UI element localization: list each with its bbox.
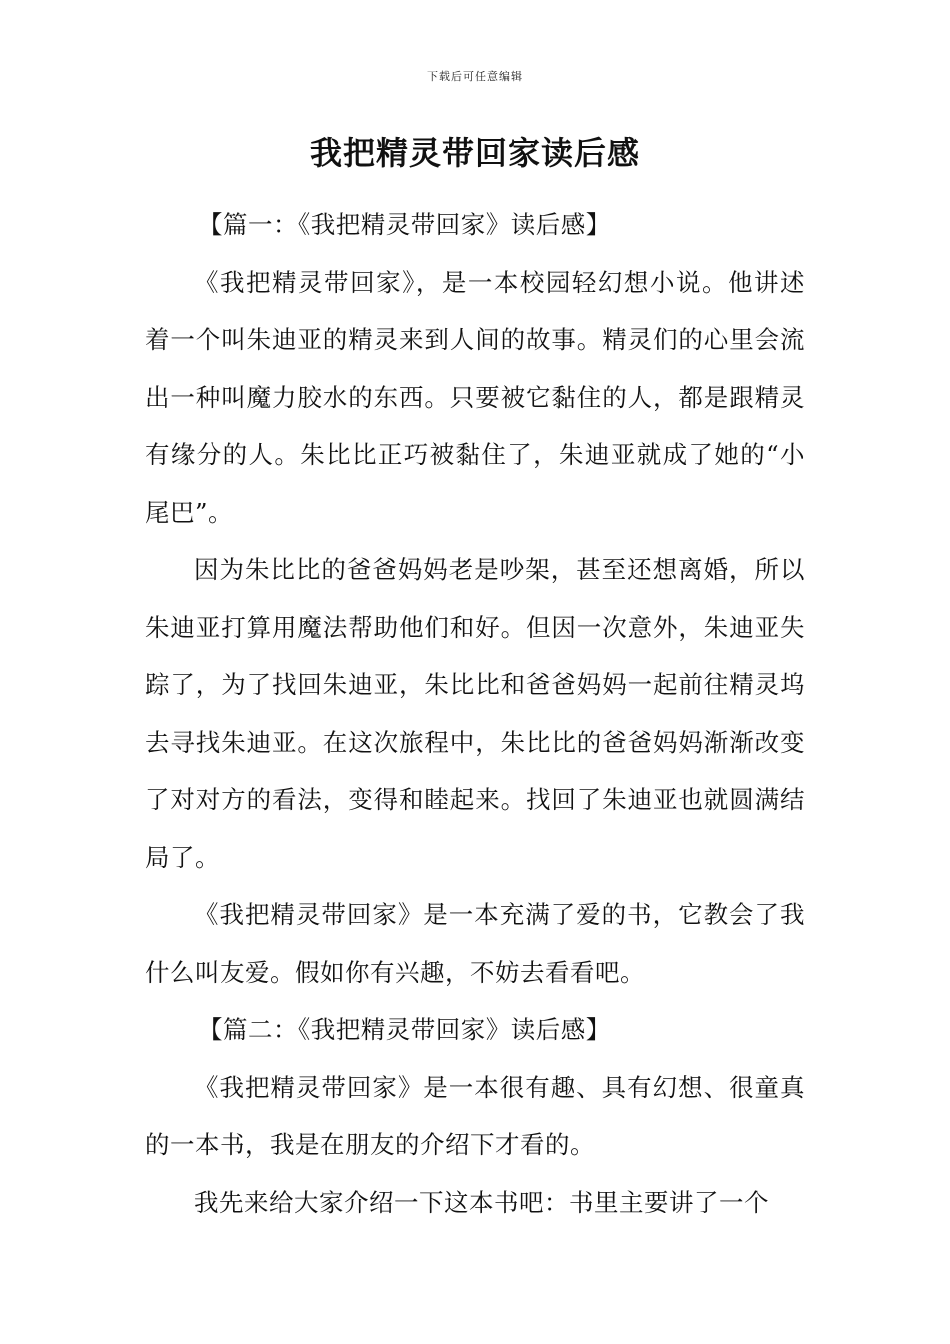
header-note: 下载后可任意编辑 xyxy=(427,70,523,83)
paragraph-5: 我先来给大家介绍一下这本书吧：书里主要讲了一个 xyxy=(194,1187,769,1217)
paragraph-4: 《我把精灵带回家》是一本很有趣、具有幻想、很童真的一本书，我是在朋友的介绍下才看的。 xyxy=(145,1072,805,1159)
paragraph-1: 《我把精灵带回家》，是一本校园轻幻想小说。他讲述着一个叫朱迪亚的精灵来到人间的故事。精灵们的心里会流出一种叫魔力胶水的东西。只要被它黏住的人，都是跟精灵有缘分的人。朱比比正巧被黏住了，朱迪亚就成了她的“小尾巴”。 xyxy=(145,267,805,527)
paragraph-2: 因为朱比比的爸爸妈妈老是吵架，甚至还想离婚，所以朱迪亚打算用魔法帮助他们和好。但因一次意外，朱迪亚失踪了，为了找回朱迪亚，朱比比和爸爸妈妈一起前往精灵坞去寻找朱迪亚。在这次旅程中，朱比比的爸爸妈妈渐渐改变了对对方的看法，变得和睦起来。找回了朱迪亚也就圆满结局了。 xyxy=(145,555,805,872)
document-title: 我把精灵带回家读后感 xyxy=(309,134,640,172)
paragraph-3: 《我把精灵带回家》是一本充满了爱的书，它教会了我什么叫友爱。假如你有兴趣，不妨去看看吧。 xyxy=(145,900,805,987)
document-body xyxy=(145,196,805,1231)
section-heading-2: 【篇二：《我把精灵带回家》读后感】 xyxy=(198,1015,611,1044)
section-heading-1: 【篇一：《我把精灵带回家》读后感】 xyxy=(198,210,611,239)
